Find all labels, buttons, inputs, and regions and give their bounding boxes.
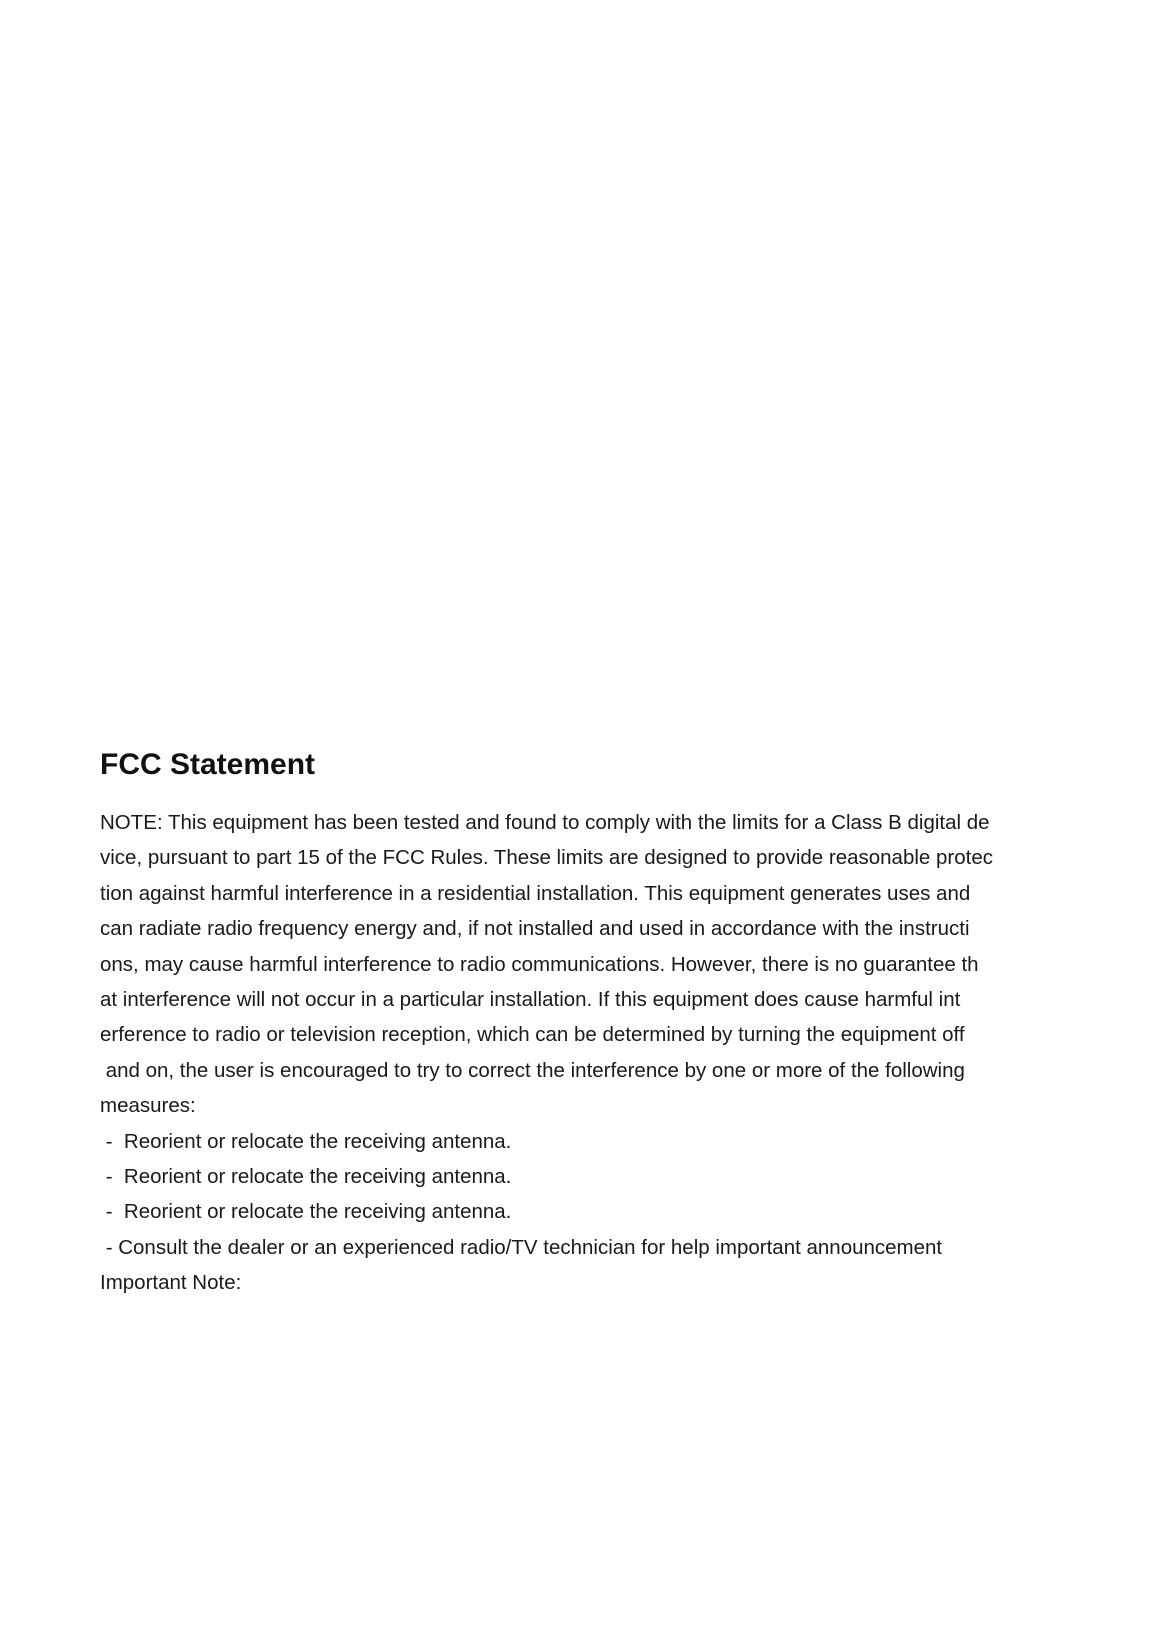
statement-body <box>100 805 1060 1300</box>
body-line: and on, the user is encouraged to try to correct the interference by one or more of the following <box>100 1058 965 1082</box>
body-line: Important Note: <box>100 1271 242 1295</box>
body-line: at interference will not occur in a particular installation. If this equipment does cause harmful int <box>100 987 961 1011</box>
list-item: - Reorient or relocate the receiving antenna. <box>100 1164 512 1188</box>
body-line: measures: <box>100 1094 196 1118</box>
list-item: - Reorient or relocate the receiving antenna. <box>100 1129 512 1153</box>
body-line: ons, may cause harmful interference to radio communications. However, there is no guarantee th <box>100 952 979 976</box>
body-line: tion against harmful interference in a residential installation. This equipment generates uses and <box>100 881 971 905</box>
body-line: vice, pursuant to part 15 of the FCC Rules. These limits are designed to provide reasonable protec <box>100 846 993 870</box>
list-item: - Reorient or relocate the receiving antenna. <box>100 1200 512 1224</box>
body-line: can radiate radio frequency energy and, if not installed and used in accordance with the instructi <box>100 917 970 941</box>
body-line: erference to radio or television reception, which can be determined by turning the equipment off <box>100 1023 965 1047</box>
page-title: FCC Statement <box>100 748 316 781</box>
body-line: NOTE: This equipment has been tested and found to comply with the limits for a Class B digital de <box>100 811 990 834</box>
list-item: - Consult the dealer or an experienced radio/TV technician for help important announcement <box>100 1235 943 1259</box>
